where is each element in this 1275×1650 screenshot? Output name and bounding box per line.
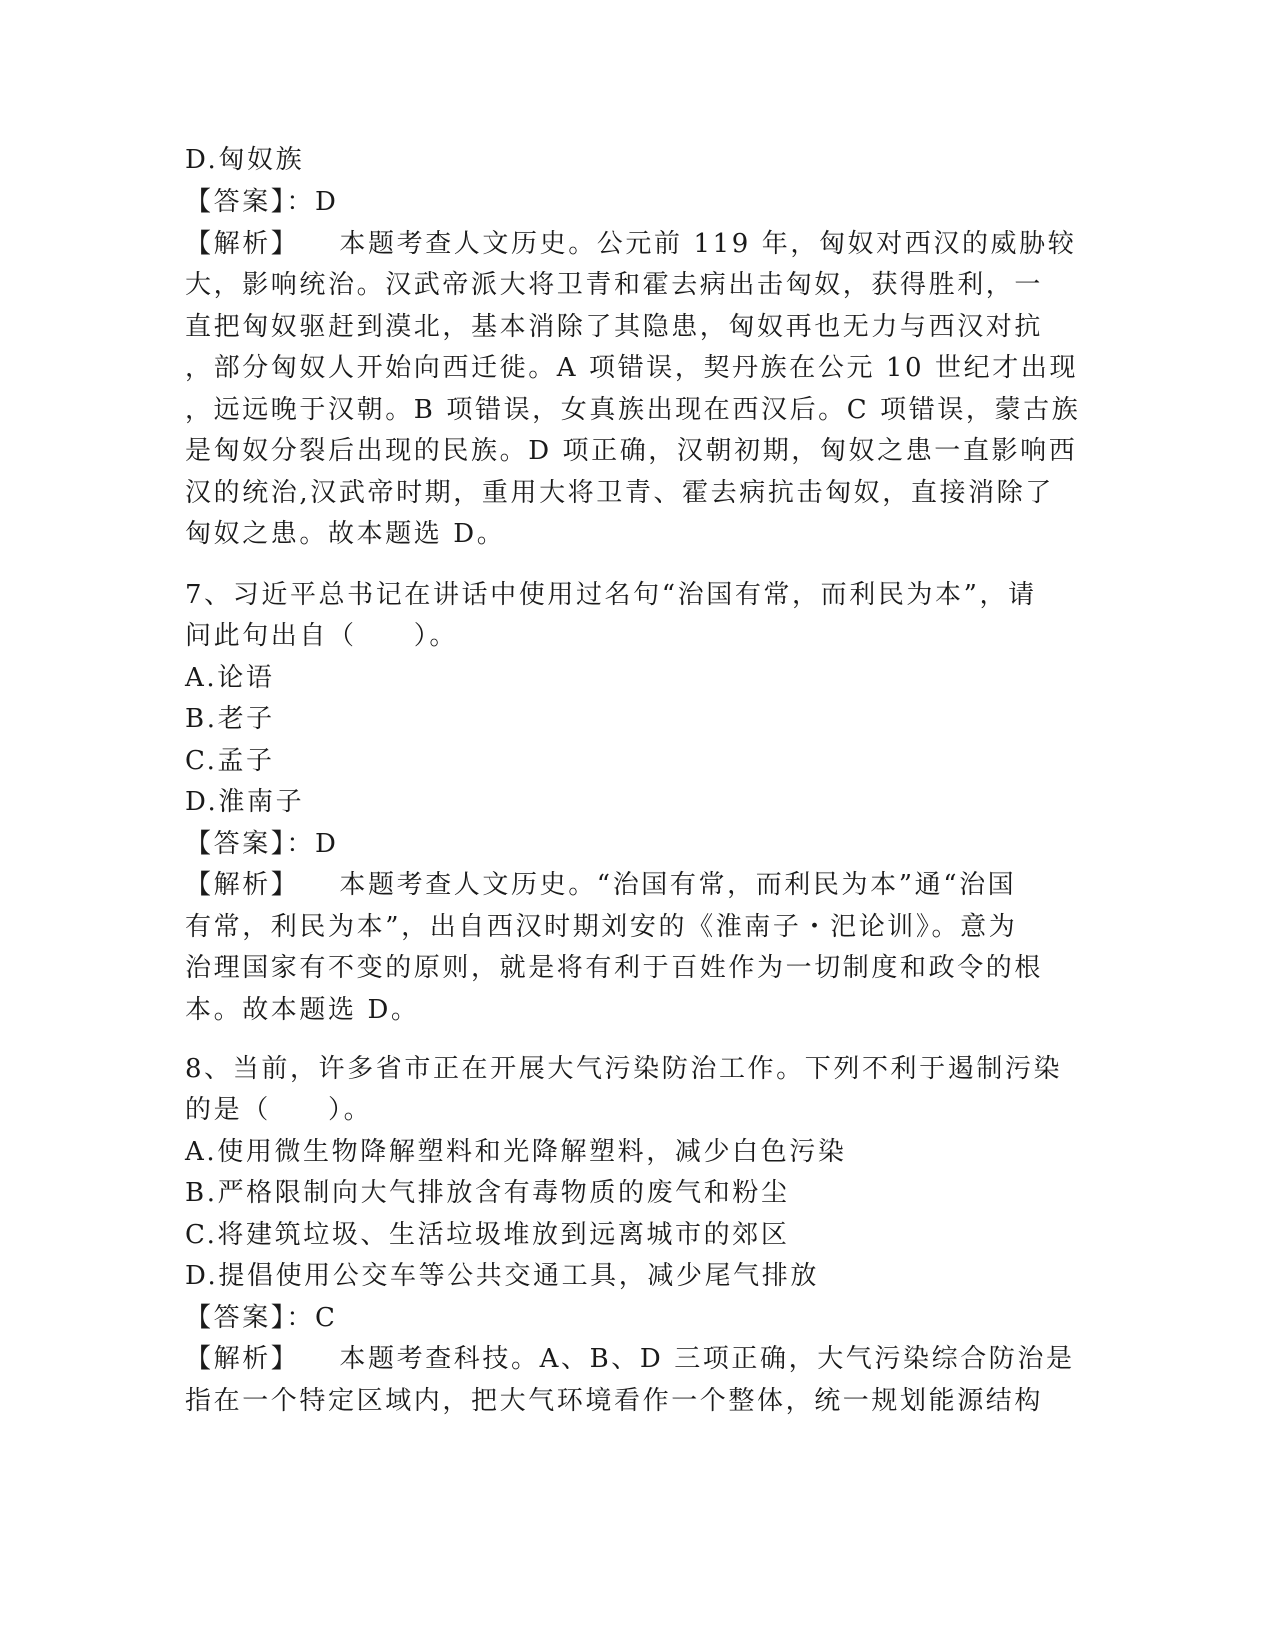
text-line: ，部分匈奴人开始向西迁徙。A 项错误，契丹族在公元 10 世纪才出现 [185,353,1079,383]
analysis-line [185,868,1016,902]
question-7: 7、习近平总书记在讲话中使用过名句“治国有常，而利民为本”，请 [185,580,1037,610]
answer-line: 【答案】：C [185,1303,338,1333]
analysis-label: 【解析】 [185,1344,300,1374]
question-7-cont: 问此句出自（ ）。 [185,621,459,651]
analysis-line [185,227,1076,261]
option-b: B.老子 [185,704,275,734]
analysis-label: 【解析】 [185,870,300,900]
text-line: 本。故本题选 D。 [185,995,420,1025]
text-line: 是匈奴分裂后出现的民族。D 项正确，汉朝初期，匈奴之患一直影响西 [185,436,1078,466]
question-8: 8、当前，许多省市正在开展大气污染防治工作。下列不利于遏制污染 [185,1054,1063,1084]
text-line: 直把匈奴驱赶到漠北，基本消除了其隐患，匈奴再也无力与西汉对抗 [185,312,1044,342]
option-d: D.提倡使用公交车等公共交通工具，减少尾气排放 [185,1261,819,1291]
option-b: B.严格限制向大气排放含有毒物质的废气和粉尘 [185,1178,790,1208]
analysis-text: 本题考查人文历史。公元前 119 年，匈奴对西汉的威胁较 [339,229,1077,259]
option-a: A.论语 [185,663,275,693]
text-line: 匈奴之患。故本题选 D。 [185,519,506,549]
text-line: ，远远晚于汉朝。B 项错误，女真族出现在西汉后。C 项错误，蒙古族 [185,395,1081,425]
option-a: A.使用微生物降解塑料和光降解塑料，减少白色污染 [185,1137,847,1167]
option-c: C.孟子 [185,746,275,776]
analysis-text: 本题考查人文历史。“治国有常，而利民为本”通“治国 [339,870,1017,900]
analysis-label: 【解析】 [185,229,300,259]
option-c: C.将建筑垃圾、生活垃圾堆放到远离城市的郊区 [185,1220,790,1250]
text-line: 汉的统治,汉武帝时期，重用大将卫青、霍去病抗击匈奴，直接消除了 [185,478,1054,508]
analysis-line [185,1342,1075,1376]
question-8-cont: 的是（ ）。 [185,1095,373,1125]
analysis-text: 本题考查科技。A、B、D 三项正确，大气污染综合防治是 [339,1344,1075,1374]
answer-line: 【答案】：D [185,187,339,217]
text-line: 大，影响统治。汉武帝派大将卫青和霍去病出击匈奴，获得胜利，一 [185,270,1044,300]
text-line: 指在一个特定区域内，把大气环境看作一个整体，统一规划能源结构 [185,1386,1044,1416]
option-d: D.匈奴族 [185,145,305,175]
answer-line: 【答案】：D [185,829,339,859]
text-line: 治理国家有不变的原则，就是将有利于百姓作为一切制度和政令的根 [185,953,1044,983]
option-d: D.淮南子 [185,787,305,817]
text-line: 有常，利民为本”，出自西汉时期刘安的《淮南子・汜论训》。意为 [185,912,1018,942]
